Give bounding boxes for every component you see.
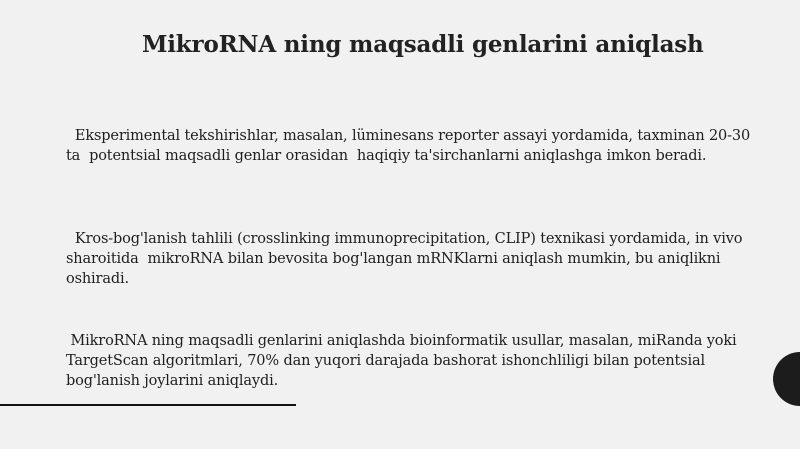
paragraph-bioinformatics: MikroRNA ning maqsadli genlarini aniqlashda bioinformatik usullar, masalan, miRanda yoki TargetScan algoritmlari, 70% dan yuqori darajada bashorat ishonchliligi bilan potentsial bog'lanish joylarini aniqlaydi. — [66, 333, 741, 389]
decorative-divider-line — [0, 404, 296, 406]
paragraph-clip: Kros-bog'lanish tahlili (crosslinking immunoprecipitation, CLIP) texnikasi yordamida, in vivo sharoitida mikroRNA bilan bevosita bog'langan mRNKlarni aniqlash mumkin, bu aniqlikni oshiradi. — [66, 231, 747, 287]
decorative-circle — [773, 352, 800, 406]
paragraph-experimental: Eksperimental tekshirishlar, masalan, lüminesans reporter assayi yordamida, taxminan 20-30 ta potentsial maqsadli genlar orasidan haqiqiy ta'sirchanlarni aniqlashga imkon beradi. — [66, 128, 755, 164]
slide-title: MikroRNA ning maqsadli genlarini aniqlash — [142, 31, 704, 58]
